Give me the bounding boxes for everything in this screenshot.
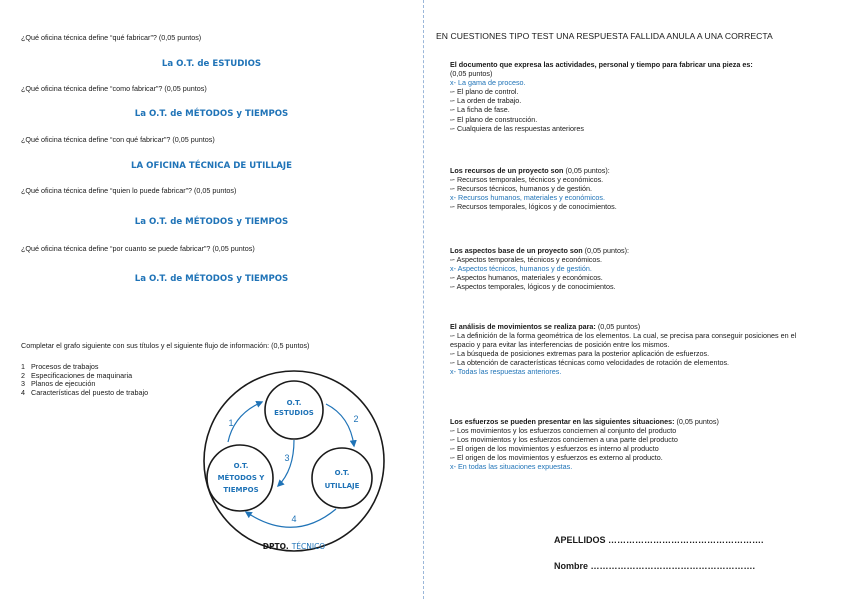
question-2: ¿Qué oficina técnica define “como fabricar”? (0,05 puntos) — [21, 84, 207, 93]
mc-question-points: (0,05 puntos) — [676, 417, 719, 426]
mc-question-4 — [450, 322, 815, 377]
mc-option[interactable]: ▫- Los movimientos y los esfuerzos conciernen al conjunto del producto — [450, 426, 677, 436]
node-estudios-label-1: O.T. — [286, 399, 302, 407]
mc-option[interactable]: ▫- Recursos técnicos, humanos y de gestión. — [450, 184, 592, 194]
mc-question-title: Los esfuerzos se pueden presentar en las siguientes situaciones: — [450, 417, 675, 426]
nombre-field[interactable]: Nombre ………………………………………………. — [554, 561, 756, 571]
node-utillaje-label-2: UTILLAJE — [324, 482, 360, 490]
legend-item: 1 Procesos de trabajos — [21, 362, 99, 371]
mc-option[interactable]: ▫- El origen de los movimientos y esfuerzos es interno al producto — [450, 444, 659, 454]
question-5: ¿Qué oficina técnica define “por cuanto se puede fabricar”? (0,05 puntos) — [21, 244, 255, 253]
mc-option[interactable]: x- En todas las situaciones expuestas. — [450, 462, 573, 472]
mc-option[interactable]: x- Aspectos técnicos, humanos y de gestión. — [450, 264, 592, 274]
mc-option[interactable]: ▫- Aspectos humanos, materiales y económicos. — [450, 273, 603, 283]
answer-5: La O.T. de MÉTODOS y TIEMPOS — [134, 274, 289, 284]
mc-question-2 — [450, 166, 815, 211]
mc-option[interactable]: ▫- La búsqueda de posiciones extremas para la posterior aplicación de esfuerzos. — [450, 349, 710, 359]
node-metodos-label-1: O.T. — [233, 462, 249, 470]
mc-option[interactable]: x- La gama de proceso. — [450, 78, 526, 88]
question-4: ¿Qué oficina técnica define “quien lo puede fabricar”? (0,05 puntos) — [21, 186, 237, 195]
mc-option[interactable]: ▫- Aspectos temporales, lógicos y de conocimientos. — [450, 282, 616, 292]
arrow-label-3: 3 — [284, 453, 290, 463]
legend-item: 4 Características del puesto de trabajo — [21, 387, 149, 397]
arrow-label-4: 4 — [291, 514, 297, 524]
mc-option[interactable]: x- Recursos humanos, materiales y económicos. — [450, 193, 606, 203]
mc-option[interactable]: ▫- Cualquiera de las respuestas anteriores — [450, 123, 585, 133]
answer-3: LA OFICINA TÉCNICA DE UTILLAJE — [131, 161, 292, 171]
arrow-label-2: 2 — [353, 414, 359, 424]
flow-legend — [21, 363, 148, 397]
mc-question-1 — [450, 60, 815, 133]
dept-label: DPTO. TÉCNICO — [262, 542, 326, 551]
node-estudios-label-2: ESTUDIOS — [274, 409, 314, 417]
mc-option[interactable]: x- Todas las respuestas anteriores. — [450, 367, 562, 377]
mc-question-title: El análisis de movimientos se realiza para: — [450, 322, 596, 331]
mc-question-points: (0,05 puntos): — [565, 166, 610, 175]
mc-option[interactable]: ▫- La orden de trabajo. — [450, 96, 522, 106]
mc-option[interactable]: ▫- La ficha de fase. — [450, 105, 510, 115]
mc-option[interactable]: ▫- El plano de construcción. — [450, 114, 538, 124]
mc-option[interactable]: ▫- El plano de control. — [450, 87, 519, 97]
node-utillaje-label-1: O.T. — [334, 469, 350, 477]
mc-option[interactable]: ▫- Los movimientos y los esfuerzos conciernen a una parte del producto — [450, 435, 678, 445]
mc-question-points: (0,05 puntos) — [450, 69, 493, 79]
arrow-3 — [278, 440, 294, 486]
mc-option[interactable]: ▫- Recursos temporales, técnicos y económicos. — [450, 175, 604, 185]
mc-question-5 — [450, 417, 815, 472]
question-3: ¿Qué oficina técnica define “con qué fabricar”? (0,05 puntos) — [21, 135, 215, 144]
apellidos-field[interactable]: APELLIDOS ……………………………………………. — [554, 535, 764, 545]
mc-question-title: Los recursos de un proyecto son — [450, 166, 564, 175]
arrow-label-1: 1 — [228, 418, 234, 428]
legend-item: 2 Especificaciones de maquinaria — [21, 370, 133, 380]
page-divider — [423, 0, 424, 599]
legend-item: 3 Planos de ejecución — [21, 379, 96, 389]
mc-question-3 — [450, 246, 815, 291]
mc-question-title: El documento que expresa las actividades, personal y tiempo para fabricar una pieza es: — [450, 60, 753, 69]
mc-question-points: (0,05 puntos) — [597, 322, 641, 331]
node-utillaje — [312, 448, 372, 508]
node-metodos-label-2: MÉTODOS Y — [217, 474, 265, 482]
mc-option[interactable]: ▫- La definición de la forma geométrica de los elementos. La cual, se precisa para conseguir posiciones en el espacio y para evitar las interferencias de posición entre los mismos. — [450, 331, 797, 350]
mc-option[interactable]: ▫- Recursos temporales, lógicos y de conocimientos. — [450, 202, 617, 212]
answer-4: La O.T. de MÉTODOS y TIEMPOS — [134, 217, 289, 227]
mc-question-points: (0,05 puntos): — [584, 246, 629, 255]
arrow-2 — [326, 404, 354, 446]
question-1: ¿Qué oficina técnica define “qué fabricar”? (0,05 puntos) — [21, 33, 202, 42]
graph-instructions: Completar el grafo siguiente con sus títulos y el siguiente flujo de información: (0,5 puntos) — [21, 341, 310, 350]
flow-graph — [190, 360, 400, 560]
answer-2: La O.T. de MÉTODOS y TIEMPOS — [134, 109, 289, 119]
mc-option[interactable]: ▫- El origen de los movimientos y esfuerzos es externo al producto. — [450, 453, 663, 463]
node-metodos-label-3: TIEMPOS — [223, 486, 259, 494]
test-header: EN CUESTIONES TIPO TEST UNA RESPUESTA FALLIDA ANULA A UNA CORRECTA — [436, 31, 773, 41]
answer-1: La O.T. de ESTUDIOS — [161, 59, 262, 69]
mc-question-title: Los aspectos base de un proyecto son — [450, 246, 583, 255]
mc-option[interactable]: ▫- Aspectos temporales, técnicos y económicos. — [450, 255, 602, 265]
mc-option[interactable]: ▫- La obtención de características técnicas como velocidades de rotación de elementos. — [450, 358, 730, 368]
